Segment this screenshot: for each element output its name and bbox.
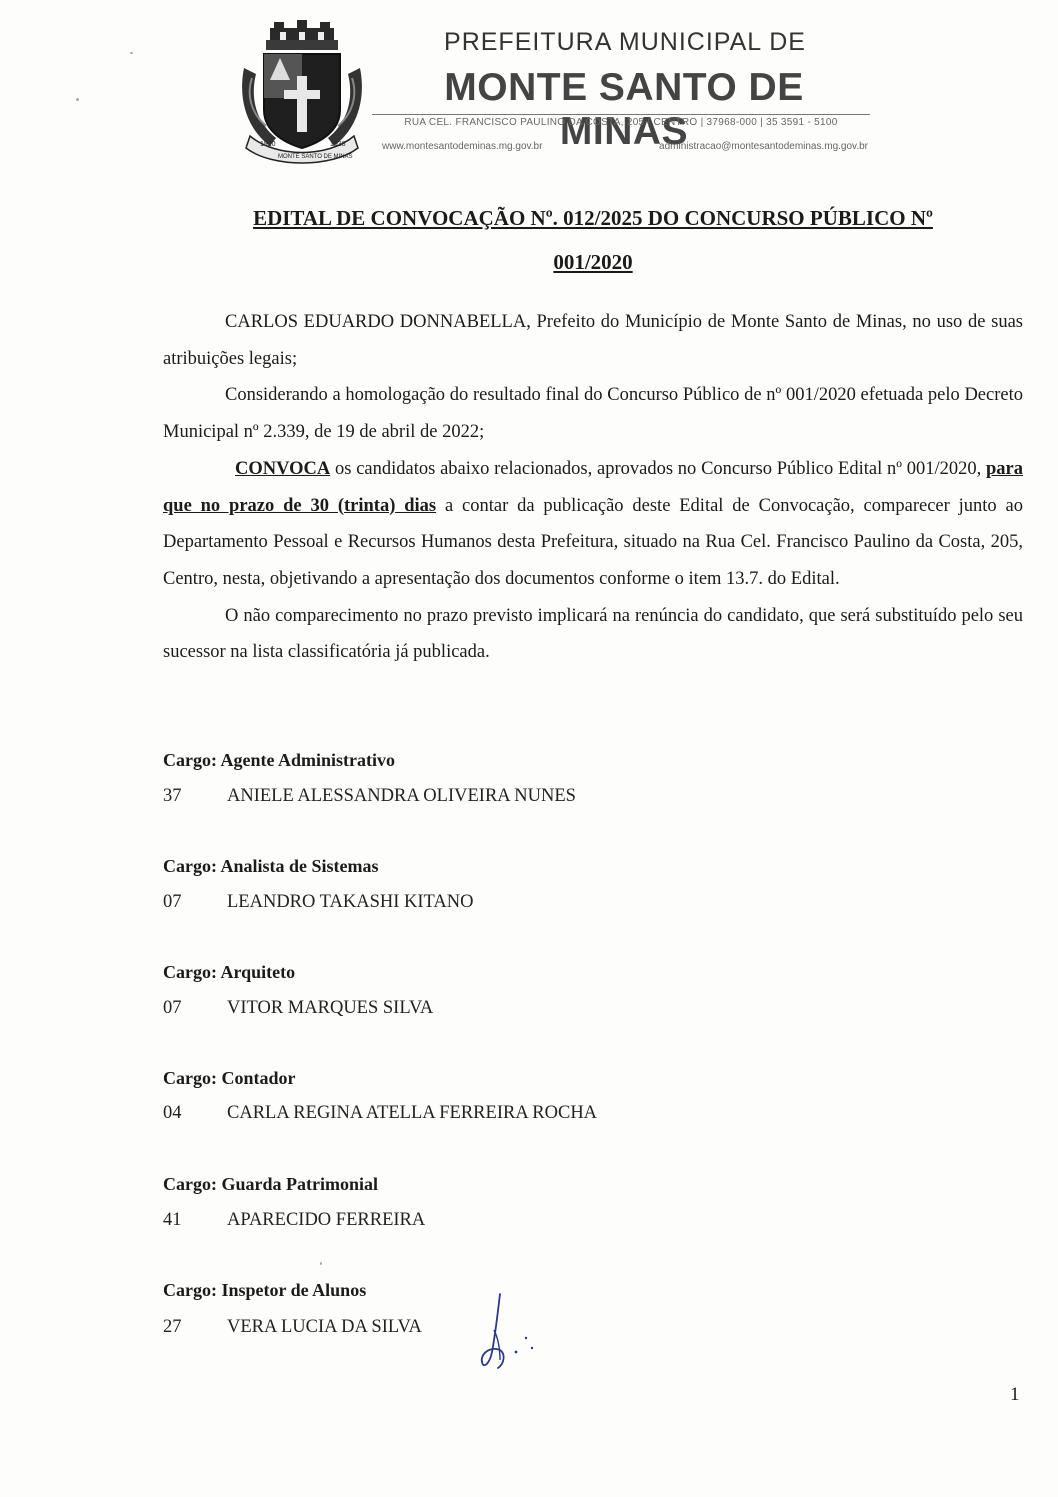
cargo-heading: Cargo: Agente Administrativo [163, 750, 395, 770]
page-number: 1 [1010, 1384, 1020, 1405]
candidate-number: 41 [163, 1210, 182, 1230]
letterhead-email: administracao@montesantodeminas.mg.gov.br [659, 141, 868, 152]
scan-speck [76, 98, 79, 101]
convoca-deadline: para que no prazo de 30 (trinta) dias [163, 458, 1023, 516]
paragraph-prefeito: CARLOS EDUARDO DONNABELLA, Prefeito do Município de Monte Santo de Minas, no uso de suas atribuições legais; [163, 312, 1023, 369]
cargo-heading: Cargo: Inspetor de Alunos [163, 1280, 367, 1300]
candidate-number: 07 [163, 998, 182, 1018]
candidate-number: 04 [163, 1103, 182, 1123]
letterhead-divider [372, 114, 870, 115]
candidate-name: VERA LUCIA DA SILVA [227, 1317, 422, 1337]
candidate-name: LEANDRO TAKASHI KITANO [227, 892, 474, 912]
candidate-name: APARECIDO FERREIRA [227, 1210, 426, 1230]
municipal-crest-icon [236, 18, 368, 168]
letterhead-contacts [382, 141, 868, 152]
scan-speck [130, 52, 133, 54]
scan-speck [320, 1262, 322, 1265]
cargo-heading: Cargo: Contador [163, 1068, 296, 1088]
cargo-heading: Cargo: Analista de Sistemas [163, 856, 379, 876]
svg-text:MONTE SANTO DE MINAS: MONTE SANTO DE MINAS [278, 154, 353, 160]
letterhead-address: RUA CEL. FRANCISCO PAULINO DA COSTA, 205 | CENTRO | 37968-000 | 35 3591 - 5100 [404, 117, 838, 128]
document-title [163, 196, 1023, 284]
candidate-name: CARLA REGINA ATELLA FERREIRA ROCHA [227, 1103, 598, 1123]
letterhead-website: www.montesantodeminas.mg.gov.br [382, 141, 543, 152]
candidate-name: ANIELE ALESSANDRA OLIVEIRA NUNES [227, 786, 576, 806]
handwritten-signature-icon [470, 1290, 560, 1380]
convoca-keyword: CONVOCA [235, 458, 331, 479]
candidate-number: 37 [163, 786, 182, 806]
document-title-line-1: EDITAL DE CONVOCAÇÃO Nº. 012/2025 DO CONCURSO PÚBLICO Nº [253, 206, 933, 230]
paragraph-convoca [163, 451, 1023, 598]
cargo-heading: Cargo: Guarda Patrimonial [163, 1174, 378, 1194]
convoca-text-a: os candidatos abaixo relacionados, aprovados no Concurso Público Edital nº 001/2020, [330, 458, 986, 479]
document-title-line-2: 001/2020 [553, 250, 633, 274]
candidate-number: 07 [163, 892, 182, 912]
cargo-heading: Cargo: Arquiteto [163, 962, 296, 982]
candidate-name: VITOR MARQUES SILVA [227, 998, 434, 1018]
letterhead-top-line: PREFEITURA MUNICIPAL DE [444, 28, 806, 56]
candidate-number: 27 [163, 1317, 182, 1337]
document-body [163, 304, 1023, 671]
paragraph-nao-comparecimento: O não comparecimento no prazo previsto implicará na renúncia do candidato, que será substituído pelo seu sucessor na lista classificatória já publicada. [163, 605, 1023, 663]
convoca-text-b: a contar da publicação deste Edital de Convocação, comparecer junto ao Departamento Pessoal e Recursos Humanos desta Prefeitura, situado na Rua Cel. Francisco Paulino da Costa, 205, Centro, nesta, objetivando a apresentação dos documentos conforme o item 13.7. do Edital. [163, 495, 1023, 589]
svg-text:1920: 1920 [260, 141, 276, 148]
letterhead-municipality-name: MONTE SANTO DE MINAS [444, 66, 804, 153]
svg-text:1938: 1938 [330, 141, 346, 148]
paragraph-considerando: Considerando a homologação do resultado final do Concurso Público de nº 001/2020 efetuada pelo Decreto Municipal nº 2.339, de 19 de abril de 2022; [163, 385, 1023, 443]
